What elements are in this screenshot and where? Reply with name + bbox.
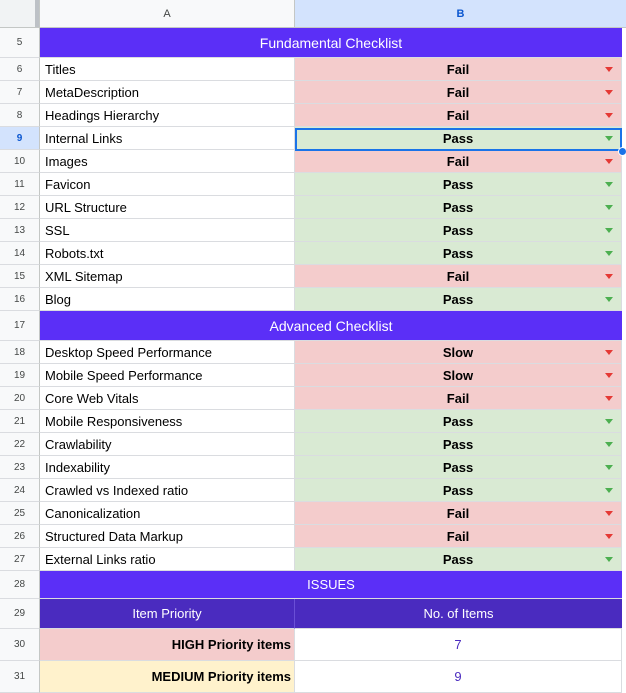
status-value: Pass bbox=[442, 245, 474, 261]
sheet-row bbox=[0, 525, 626, 548]
row-number[interactable]: 5 bbox=[0, 28, 40, 58]
priority-count[interactable]: 7 bbox=[295, 629, 622, 661]
status-value: Slow bbox=[442, 367, 474, 383]
status-value: Pass bbox=[442, 413, 474, 429]
sheet-row bbox=[0, 58, 626, 81]
chevron-down-icon[interactable] bbox=[605, 113, 613, 118]
sheet-row bbox=[0, 433, 626, 456]
row-number[interactable]: 17 bbox=[0, 311, 40, 341]
chevron-down-icon[interactable] bbox=[605, 419, 613, 424]
checklist-item-label[interactable]: MetaDescription bbox=[40, 81, 295, 104]
chevron-down-icon[interactable] bbox=[605, 488, 613, 493]
select-all-corner[interactable] bbox=[0, 0, 40, 28]
row-number[interactable]: 20 bbox=[0, 387, 40, 410]
status-dropdown[interactable] bbox=[295, 265, 622, 288]
status-value: Fail bbox=[446, 528, 470, 544]
status-value: Pass bbox=[442, 222, 474, 238]
chevron-down-icon[interactable] bbox=[605, 136, 613, 141]
checklist-item-label[interactable]: URL Structure bbox=[40, 196, 295, 219]
sheet-row bbox=[0, 104, 626, 127]
chevron-down-icon[interactable] bbox=[605, 465, 613, 470]
chevron-down-icon[interactable] bbox=[605, 373, 613, 378]
chevron-down-icon[interactable] bbox=[605, 90, 613, 95]
sheet-row bbox=[0, 242, 626, 265]
status-dropdown[interactable] bbox=[295, 548, 622, 571]
status-value: Fail bbox=[446, 153, 470, 169]
row-number[interactable]: 29 bbox=[0, 599, 40, 629]
row-number[interactable]: 7 bbox=[0, 81, 40, 104]
checklist-item-label[interactable]: Structured Data Markup bbox=[40, 525, 295, 548]
status-value: Pass bbox=[442, 482, 474, 498]
checklist-item-label[interactable]: Desktop Speed Performance bbox=[40, 341, 295, 364]
checklist-item-label[interactable]: Titles bbox=[40, 58, 295, 81]
status-dropdown[interactable] bbox=[295, 196, 622, 219]
sheet-row bbox=[0, 196, 626, 219]
row-number[interactable]: 6 bbox=[0, 58, 40, 81]
chevron-down-icon[interactable] bbox=[605, 557, 613, 562]
chevron-down-icon[interactable] bbox=[605, 511, 613, 516]
row-number[interactable]: 28 bbox=[0, 571, 40, 599]
row-number[interactable]: 15 bbox=[0, 265, 40, 288]
sheet-row bbox=[0, 479, 626, 502]
row-number[interactable]: 18 bbox=[0, 341, 40, 364]
status-value: Pass bbox=[442, 199, 474, 215]
right-gutter bbox=[622, 28, 626, 692]
row-number[interactable]: 13 bbox=[0, 219, 40, 242]
status-dropdown[interactable] bbox=[295, 456, 622, 479]
status-dropdown[interactable] bbox=[295, 81, 622, 104]
checklist-item-label[interactable]: Mobile Responsiveness bbox=[40, 410, 295, 433]
chevron-down-icon[interactable] bbox=[605, 182, 613, 187]
checklist-item-label[interactable]: Canonicalization bbox=[40, 502, 295, 525]
chevron-down-icon[interactable] bbox=[605, 205, 613, 210]
sheet-row bbox=[0, 28, 626, 58]
row-number[interactable]: 19 bbox=[0, 364, 40, 387]
chevron-down-icon[interactable] bbox=[605, 442, 613, 447]
issues-header-count[interactable]: No. of Items bbox=[295, 599, 622, 629]
section-header-issues[interactable]: ISSUES bbox=[40, 571, 622, 599]
chevron-down-icon[interactable] bbox=[605, 297, 613, 302]
checklist-item-label[interactable]: Crawled vs Indexed ratio bbox=[40, 479, 295, 502]
priority-label[interactable]: MEDIUM Priority items bbox=[40, 661, 295, 693]
column-header-a[interactable]: A bbox=[40, 0, 295, 28]
chevron-down-icon[interactable] bbox=[605, 350, 613, 355]
sheet-row bbox=[0, 387, 626, 410]
status-value: Fail bbox=[446, 505, 470, 521]
section-header-advanced[interactable]: Advanced Checklist bbox=[40, 311, 622, 341]
sheet-row bbox=[0, 311, 626, 341]
section-header-fundamental[interactable]: Fundamental Checklist bbox=[40, 28, 622, 58]
row-number[interactable]: 23 bbox=[0, 456, 40, 479]
chevron-down-icon[interactable] bbox=[605, 534, 613, 539]
row-number[interactable]: 24 bbox=[0, 479, 40, 502]
checklist-item-label[interactable]: Crawlability bbox=[40, 433, 295, 456]
row-number[interactable]: 10 bbox=[0, 150, 40, 173]
sheet-row bbox=[0, 599, 626, 629]
chevron-down-icon[interactable] bbox=[605, 396, 613, 401]
sheet-row bbox=[0, 661, 626, 693]
status-value: Pass bbox=[442, 436, 474, 452]
sheet-row bbox=[0, 81, 626, 104]
status-dropdown[interactable] bbox=[295, 387, 622, 410]
status-value: Pass bbox=[442, 176, 474, 192]
chevron-down-icon[interactable] bbox=[605, 274, 613, 279]
status-value: Fail bbox=[446, 84, 470, 100]
status-dropdown[interactable] bbox=[295, 219, 622, 242]
row-number[interactable]: 9 bbox=[0, 127, 40, 150]
checklist-item-label[interactable]: Headings Hierarchy bbox=[40, 104, 295, 127]
status-value: Pass bbox=[442, 551, 474, 567]
chevron-down-icon[interactable] bbox=[605, 228, 613, 233]
sheet-row bbox=[0, 288, 626, 311]
sheet-row bbox=[0, 173, 626, 196]
checklist-item-label[interactable]: XML Sitemap bbox=[40, 265, 295, 288]
status-value: Pass bbox=[442, 291, 474, 307]
priority-count[interactable]: 9 bbox=[295, 661, 622, 693]
row-number[interactable]: 25 bbox=[0, 502, 40, 525]
chevron-down-icon[interactable] bbox=[605, 159, 613, 164]
status-dropdown[interactable] bbox=[295, 242, 622, 265]
status-dropdown[interactable] bbox=[295, 288, 622, 311]
row-number[interactable]: 12 bbox=[0, 196, 40, 219]
row-number[interactable]: 8 bbox=[0, 104, 40, 127]
sheet-row bbox=[0, 127, 626, 150]
status-dropdown[interactable] bbox=[295, 525, 622, 548]
status-dropdown[interactable] bbox=[295, 502, 622, 525]
chevron-down-icon[interactable] bbox=[605, 67, 613, 72]
sheet-row bbox=[0, 571, 626, 599]
checklist-item-label[interactable]: SSL bbox=[40, 219, 295, 242]
chevron-down-icon[interactable] bbox=[605, 251, 613, 256]
column-header-row bbox=[0, 0, 626, 28]
sheet-row bbox=[0, 150, 626, 173]
sheet-row bbox=[0, 502, 626, 525]
fill-handle[interactable] bbox=[618, 147, 626, 156]
sheet-row bbox=[0, 410, 626, 433]
checklist-item-label[interactable]: Favicon bbox=[40, 173, 295, 196]
row-number[interactable]: 22 bbox=[0, 433, 40, 456]
checklist-item-label[interactable]: Robots.txt bbox=[40, 242, 295, 265]
checklist-item-label[interactable]: Images bbox=[40, 150, 295, 173]
row-number[interactable]: 21 bbox=[0, 410, 40, 433]
checklist-item-label[interactable]: Blog bbox=[40, 288, 295, 311]
row-number[interactable]: 27 bbox=[0, 548, 40, 571]
status-value: Pass bbox=[442, 459, 474, 475]
sheet-row bbox=[0, 341, 626, 364]
status-dropdown[interactable] bbox=[295, 104, 622, 127]
sheet-row bbox=[0, 548, 626, 571]
row-number[interactable]: 14 bbox=[0, 242, 40, 265]
status-dropdown[interactable] bbox=[295, 364, 622, 387]
status-value: Fail bbox=[446, 61, 470, 77]
checklist-item-label[interactable]: External Links ratio bbox=[40, 548, 295, 571]
row-number[interactable]: 26 bbox=[0, 525, 40, 548]
row-number[interactable]: 11 bbox=[0, 173, 40, 196]
sheet-row bbox=[0, 629, 626, 661]
sheet-row bbox=[0, 265, 626, 288]
status-dropdown[interactable] bbox=[295, 127, 622, 150]
status-dropdown[interactable] bbox=[295, 479, 622, 502]
status-value: Fail bbox=[446, 390, 470, 406]
status-dropdown[interactable] bbox=[295, 173, 622, 196]
row-number[interactable]: 16 bbox=[0, 288, 40, 311]
status-dropdown[interactable] bbox=[295, 433, 622, 456]
checklist-item-label[interactable]: Indexability bbox=[40, 456, 295, 479]
sheet-row bbox=[0, 456, 626, 479]
row-number[interactable]: 30 bbox=[0, 629, 40, 661]
status-dropdown[interactable] bbox=[295, 150, 622, 173]
status-value: Pass bbox=[442, 130, 474, 146]
issues-header-priority[interactable]: Item Priority bbox=[40, 599, 295, 629]
priority-label[interactable]: HIGH Priority items bbox=[40, 629, 295, 661]
status-dropdown[interactable] bbox=[295, 410, 622, 433]
status-value: Fail bbox=[446, 268, 470, 284]
sheet-row bbox=[0, 219, 626, 242]
status-value: Fail bbox=[446, 107, 470, 123]
status-dropdown[interactable] bbox=[295, 58, 622, 81]
checklist-item-label[interactable]: Core Web Vitals bbox=[40, 387, 295, 410]
row-number[interactable]: 31 bbox=[0, 661, 40, 693]
status-value: Slow bbox=[442, 344, 474, 360]
status-dropdown[interactable] bbox=[295, 341, 622, 364]
checklist-item-label[interactable]: Internal Links bbox=[40, 127, 295, 150]
column-header-b[interactable]: B bbox=[295, 0, 626, 28]
checklist-item-label[interactable]: Mobile Speed Performance bbox=[40, 364, 295, 387]
sheet-row bbox=[0, 364, 626, 387]
